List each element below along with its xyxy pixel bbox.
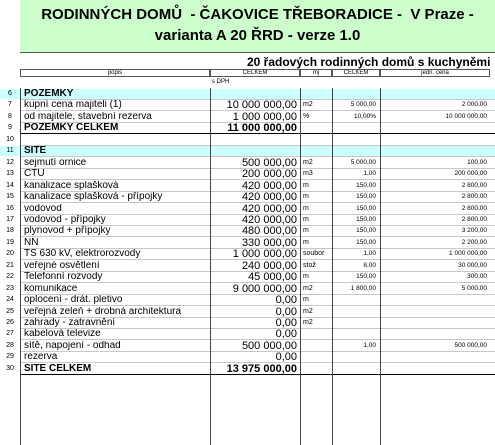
item-total[interactable]: 420 000,00	[241, 204, 297, 214]
item-quantity[interactable]	[334, 89, 376, 99]
item-total[interactable]: 0,00	[275, 295, 297, 305]
item-unit-price[interactable]: 500 000,00	[454, 342, 487, 349]
item-description[interactable]: SÍTĚ CELKEM	[24, 364, 92, 374]
item-unit[interactable]: m	[303, 182, 309, 189]
item-quantity[interactable]: 1,00	[363, 170, 376, 177]
item-total[interactable]: 0,00	[275, 318, 297, 328]
item-description[interactable]: komunikace	[24, 284, 78, 294]
row-number[interactable]: 17	[6, 216, 14, 223]
item-unit[interactable]: %	[303, 113, 310, 120]
table-row	[0, 272, 495, 282]
table-row	[0, 249, 495, 259]
item-unit[interactable]: m2	[303, 308, 313, 315]
table-row	[0, 284, 495, 294]
item-quantity[interactable]: 8,00	[363, 262, 376, 269]
item-unit-price[interactable]: 2 800,00	[461, 182, 487, 189]
item-unit-price[interactable]: 2 800,00	[461, 205, 487, 212]
item-description[interactable]: sejmutí ornice	[24, 158, 87, 168]
row-number[interactable]: 21	[6, 262, 14, 269]
row-number[interactable]: 25	[6, 308, 14, 315]
row-gridline	[20, 133, 495, 134]
item-total[interactable]: 420 000,00	[241, 215, 297, 225]
item-total[interactable]: 0,00	[275, 307, 297, 317]
row-number[interactable]: 14	[6, 182, 14, 189]
item-unit-price[interactable]: 2 800,00	[461, 216, 487, 223]
item-unit[interactable]	[303, 364, 333, 374]
item-quantity[interactable]: 150,00	[356, 239, 376, 246]
item-unit[interactable]	[303, 135, 333, 145]
item-total[interactable]: 0,00	[275, 352, 297, 362]
item-description[interactable]: veřejná zeleň + drobná architektura	[24, 307, 182, 317]
item-unit-price[interactable]	[380, 318, 487, 328]
row-number[interactable]: 10	[6, 136, 14, 143]
item-quantity[interactable]: 5 000,00	[350, 159, 376, 166]
item-unit-price[interactable]	[380, 123, 487, 133]
title-line-2: varianta A 20 ŘRD - verze 1.0	[154, 27, 361, 44]
item-quantity[interactable]: 1,00	[363, 250, 376, 257]
row-number[interactable]: 19	[6, 239, 14, 246]
item-unit-price[interactable]	[380, 295, 487, 305]
item-unit-price[interactable]: 300,00	[467, 273, 487, 280]
item-description[interactable]: POZEMKY	[24, 89, 74, 99]
row-gridline	[20, 362, 495, 363]
item-total[interactable]: 1 000 000,00	[232, 112, 297, 122]
item-quantity[interactable]: 1,00	[363, 342, 376, 349]
table-row	[0, 181, 495, 191]
item-total[interactable]	[207, 89, 297, 99]
item-description[interactable]: kanalizace splašková	[24, 181, 119, 191]
item-quantity[interactable]	[334, 352, 376, 362]
item-description[interactable]: ČTÚ	[24, 169, 45, 179]
item-description[interactable]: kanalizace splašková - přípojky	[24, 192, 163, 202]
item-description[interactable]: TS 630 kV, elektrorozvody	[24, 249, 141, 259]
item-unit[interactable]: m2	[303, 101, 313, 108]
row-number[interactable]: 12	[6, 159, 14, 166]
item-quantity[interactable]	[334, 135, 376, 145]
row-gridline	[20, 156, 495, 157]
item-unit[interactable]	[303, 146, 333, 156]
item-unit-price[interactable]	[380, 364, 487, 374]
row-number[interactable]: 8	[8, 113, 12, 120]
item-quantity[interactable]	[334, 307, 376, 317]
column-divider	[332, 88, 333, 445]
item-quantity[interactable]	[334, 295, 376, 305]
row-number[interactable]: 26	[6, 319, 14, 326]
item-description[interactable]: sítě, napojení - odhad	[24, 341, 121, 351]
item-unit[interactable]: m3	[303, 170, 313, 177]
header-popis: popis	[20, 69, 210, 77]
row-gridline	[20, 202, 495, 203]
subtitle: 20 řadových rodinných domů s kuchyněmi	[247, 55, 491, 69]
table-row	[0, 215, 495, 225]
item-quantity[interactable]: 150,00	[356, 182, 376, 189]
item-total[interactable]: 45 000,00	[248, 272, 297, 282]
item-description[interactable]: vodovod	[24, 204, 62, 214]
total-row	[0, 123, 495, 133]
row-number[interactable]: 30	[6, 365, 14, 372]
item-total[interactable]: 11 000 000,00	[227, 123, 297, 133]
item-total[interactable]: 480 000,00	[241, 226, 297, 236]
item-unit-price[interactable]: 2 200,00	[461, 239, 487, 246]
item-unit-price[interactable]: 10 000 000,00	[445, 113, 487, 120]
table-row	[0, 112, 495, 122]
table-row	[0, 318, 495, 328]
item-unit[interactable]	[303, 341, 333, 351]
item-unit-price[interactable]: 2 800,00	[461, 193, 487, 200]
section-row	[0, 146, 495, 156]
item-unit[interactable]: soubor	[303, 250, 325, 257]
item-total[interactable]	[207, 146, 297, 156]
item-unit[interactable]: m2	[303, 319, 313, 326]
column-header-row	[0, 69, 495, 78]
row-number[interactable]: 16	[6, 205, 14, 212]
item-total[interactable]: 500 000,00	[241, 158, 297, 168]
item-unit[interactable]	[303, 352, 333, 362]
table-row	[0, 329, 495, 339]
title-line-1: RODINNÝCH DOMŮ - ČAKOVICE TŘEBORADICE - V Praze -	[41, 6, 474, 23]
header-celkem: CELKEM	[210, 69, 300, 77]
table-row	[0, 100, 495, 110]
table-row	[0, 204, 495, 214]
row-gridline	[20, 374, 495, 375]
item-total[interactable]: 420 000,00	[241, 181, 297, 191]
item-quantity[interactable]: 5 000,00	[350, 101, 376, 108]
row-number[interactable]: 22	[6, 273, 14, 280]
item-quantity[interactable]	[334, 329, 376, 339]
row-gridline	[20, 236, 495, 237]
row-gridline	[20, 259, 495, 260]
item-unit-price[interactable]: 100,00	[467, 159, 487, 166]
row-number[interactable]: 7	[8, 101, 12, 108]
title-banner	[20, 0, 495, 53]
table-row	[0, 341, 495, 351]
item-unit-price[interactable]	[380, 89, 487, 99]
item-quantity[interactable]: 150,00	[356, 227, 376, 234]
row-gridline	[20, 282, 495, 283]
row-gridline	[20, 179, 495, 180]
item-unit-price[interactable]: 2 000,00	[461, 101, 487, 108]
item-unit[interactable]: m	[303, 296, 309, 303]
item-unit[interactable]: stož	[303, 262, 316, 269]
item-unit[interactable]: m	[303, 273, 309, 280]
item-total[interactable]: 9 000 000,00	[232, 284, 297, 294]
column-divider	[20, 88, 21, 445]
table-row	[0, 226, 495, 236]
row-gridline	[20, 339, 495, 340]
item-quantity[interactable]	[334, 364, 376, 374]
item-total[interactable]	[207, 135, 297, 145]
row-number[interactable]: 24	[6, 296, 14, 303]
item-quantity[interactable]	[334, 123, 376, 133]
row-gridline	[20, 305, 495, 306]
item-quantity[interactable]	[334, 318, 376, 328]
item-unit-price[interactable]	[380, 307, 487, 317]
header-jedn-cena: jedn. cena	[380, 69, 490, 77]
item-description[interactable]: od majitele, stavební rezerva	[24, 112, 152, 122]
row-number[interactable]: 23	[6, 285, 14, 292]
row-number[interactable]: 27	[6, 330, 14, 337]
header-celkem-2: CELKEM	[332, 69, 380, 77]
table-row	[0, 307, 495, 317]
column-divider	[380, 88, 381, 445]
item-description[interactable]: Telefonní rozvody	[24, 272, 103, 282]
item-unit-price[interactable]: 30 000,00	[458, 262, 487, 269]
item-unit[interactable]: m	[303, 227, 309, 234]
item-unit-price[interactable]: 5 000,00	[461, 285, 487, 292]
row-number[interactable]: 13	[6, 170, 14, 177]
item-unit-price[interactable]: 3 200,00	[461, 227, 487, 234]
item-quantity[interactable]: 150,00	[356, 273, 376, 280]
table-row	[0, 238, 495, 248]
item-unit-price[interactable]: 1 000 000,00	[449, 250, 487, 257]
item-unit[interactable]: m	[303, 193, 309, 200]
table-row	[0, 352, 495, 362]
item-description[interactable]: SÍTĚ	[24, 146, 47, 156]
item-description[interactable]	[24, 135, 209, 145]
row-gridline	[20, 110, 495, 111]
row-number[interactable]: 18	[6, 227, 14, 234]
total-row	[0, 364, 495, 374]
item-unit[interactable]: m2	[303, 159, 313, 166]
table-row	[0, 192, 495, 202]
table-row	[0, 135, 495, 145]
item-total[interactable]: 10 000 000,00	[226, 100, 297, 110]
column-divider	[300, 88, 301, 445]
item-description[interactable]: vodovod - přípojky	[24, 215, 106, 225]
item-unit[interactable]	[303, 123, 333, 133]
item-unit[interactable]	[303, 329, 333, 339]
table-row	[0, 295, 495, 305]
item-description[interactable]: veřejné osvětlení	[24, 261, 100, 271]
row-number[interactable]: 15	[6, 193, 14, 200]
item-quantity[interactable]: 150,00	[356, 216, 376, 223]
item-description[interactable]: NN	[24, 238, 39, 248]
item-quantity[interactable]: 150,00	[356, 205, 376, 212]
item-quantity[interactable]: 1 800,00	[350, 285, 376, 292]
item-description[interactable]: kupní cena majiteli (1)	[24, 100, 122, 110]
item-quantity[interactable]	[334, 146, 376, 156]
item-unit-price[interactable]	[380, 352, 487, 362]
item-unit-price[interactable]	[380, 146, 487, 156]
item-description[interactable]: oplocení - drát. pletivo	[24, 295, 123, 305]
item-quantity[interactable]: 10,00%	[353, 113, 376, 120]
item-description[interactable]: kabelová televize	[24, 329, 101, 339]
item-total[interactable]: 420 000,00	[241, 192, 297, 202]
item-unit-price[interactable]	[380, 135, 487, 145]
item-total[interactable]: 0,00	[275, 329, 297, 339]
row-number[interactable]: 20	[6, 250, 14, 257]
table-row	[0, 158, 495, 168]
table-row	[0, 261, 495, 271]
item-total[interactable]: 1 000 000,00	[232, 249, 297, 259]
item-unit[interactable]: m2	[303, 285, 313, 292]
item-total[interactable]: 500 000,00	[241, 341, 297, 351]
row-number[interactable]: 28	[6, 342, 14, 349]
section-row	[0, 89, 495, 99]
table-row	[0, 169, 495, 179]
item-unit-price[interactable]: 200 000,00	[454, 170, 487, 177]
header-mj: mj	[300, 69, 332, 77]
row-number[interactable]: 29	[6, 353, 14, 360]
item-unit-price[interactable]	[380, 329, 487, 339]
item-total[interactable]: 330 000,00	[241, 238, 297, 248]
item-description[interactable]: plynovod + přípojky	[24, 226, 111, 236]
row-number[interactable]: 11	[6, 147, 14, 154]
item-quantity[interactable]: 150,00	[356, 193, 376, 200]
row-number[interactable]: 6	[8, 90, 12, 97]
sdph-note: s DPH	[212, 79, 230, 85]
column-divider	[210, 88, 211, 445]
item-total[interactable]: 240 000,00	[241, 261, 297, 271]
item-description[interactable]: POZEMKY CELKEM	[24, 123, 119, 133]
item-unit[interactable]: m	[303, 205, 309, 212]
item-description[interactable]: zahrady - zatravnění	[24, 318, 116, 328]
item-total[interactable]: 13 975 000,00	[226, 364, 297, 374]
item-total[interactable]: 200 000,00	[241, 169, 297, 179]
row-number[interactable]: 9	[8, 124, 12, 131]
item-unit[interactable]: m	[303, 239, 309, 246]
item-unit[interactable]: m	[303, 216, 309, 223]
item-description[interactable]: rezerva	[24, 352, 58, 362]
item-unit[interactable]	[303, 89, 333, 99]
